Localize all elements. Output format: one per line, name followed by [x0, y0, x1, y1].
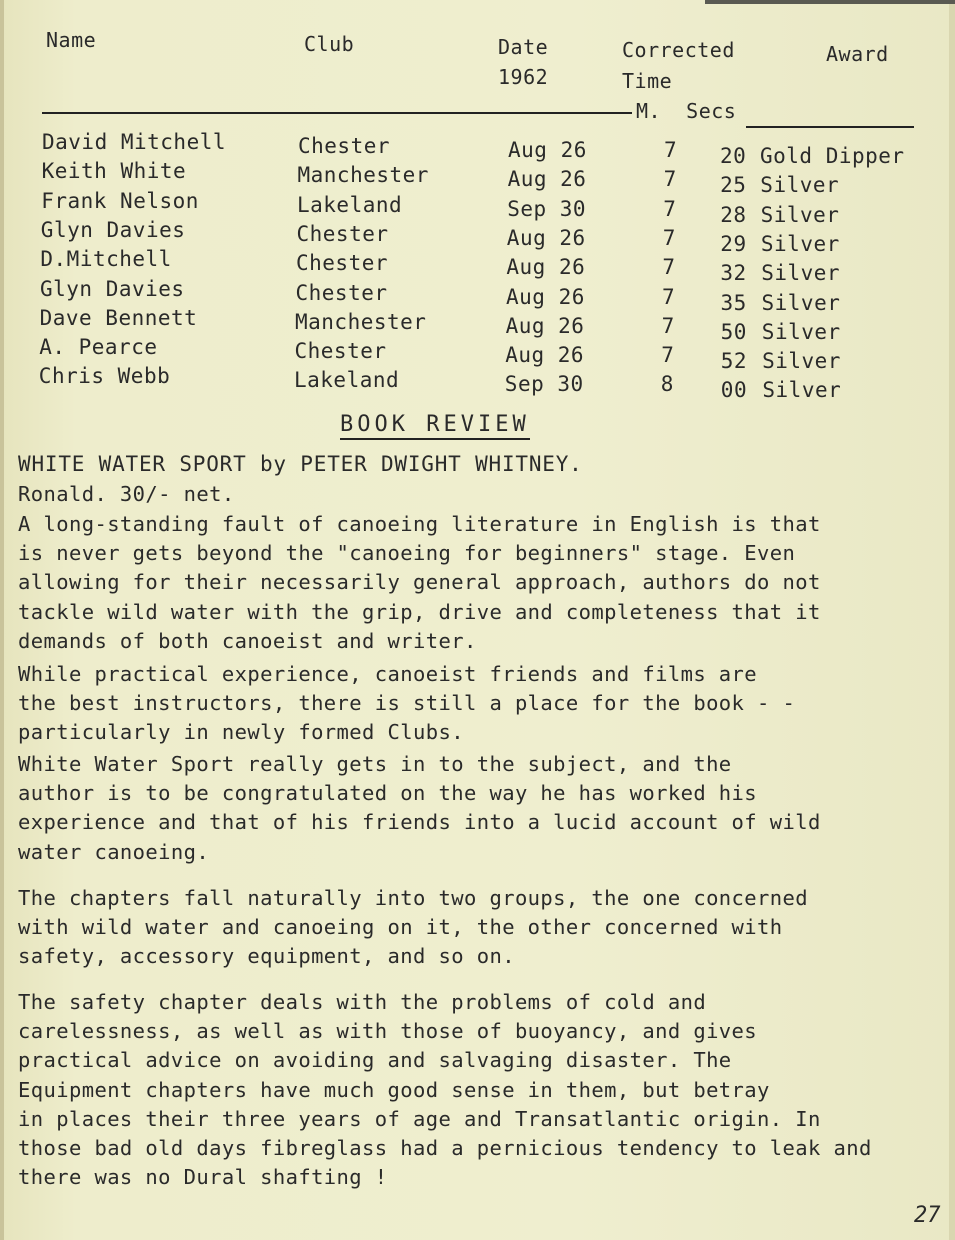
cell-name: Chris Webb	[38, 364, 171, 389]
cell-award: Silver	[760, 173, 840, 198]
cell-name: Frank Nelson	[41, 188, 199, 213]
cell-date: Aug 26	[505, 343, 585, 368]
page-spine	[0, 0, 4, 1240]
cell-award: Silver	[760, 231, 840, 256]
cell-name: A. Pearce	[39, 335, 158, 360]
header-min-secs: M. Secs	[636, 99, 737, 123]
header-time: Time	[622, 69, 673, 93]
cell-date: Aug 26	[505, 313, 585, 338]
section-heading: BOOK REVIEW	[340, 412, 530, 440]
header-rule-left	[42, 112, 632, 114]
cell-minutes: 8	[660, 372, 674, 397]
cell-club: Manchester	[297, 163, 429, 188]
header-date: Date	[498, 35, 549, 59]
cell-club: Manchester	[295, 309, 427, 334]
cell-seconds: 28	[720, 202, 747, 227]
cell-date: Sep 30	[504, 372, 584, 397]
cell-date: Aug 26	[506, 225, 586, 250]
cell-club: Lakeland	[297, 192, 403, 217]
cell-date: Aug 26	[507, 167, 587, 192]
header-corrected: Corrected	[622, 38, 735, 62]
paragraph: While practical experience, canoeist friends and films are the best instructors, there is still a place for the book - - particularly in newly formed Clubs.	[18, 662, 796, 745]
cell-club: Chester	[296, 221, 389, 246]
cell-seconds: 52	[720, 349, 747, 374]
cell-name: D.Mitchell	[40, 247, 172, 272]
cell-award: Silver	[761, 261, 841, 286]
page-number: 27	[914, 1203, 941, 1228]
header-year: 1962	[498, 65, 549, 89]
cell-club: Chester	[294, 339, 387, 364]
cell-award: Gold Dipper	[760, 144, 905, 168]
cell-club: Chester	[298, 134, 391, 158]
cell-seconds: 25	[720, 173, 747, 198]
publisher-line: Ronald. 30/- net.	[18, 482, 235, 506]
cell-seconds: 35	[720, 290, 747, 315]
cell-date: Sep 30	[507, 196, 587, 221]
cell-minutes: 7	[664, 138, 678, 162]
cell-award: Silver	[761, 319, 841, 344]
paragraph: The safety chapter deals with the problems of cold and carelessness, as well as with those of buoyancy, and gives practical advice on avoiding and salvaging disaster. The Equipment chapters have much good sense in them, but betray in places their three years of age and Transatlantic origin. In those bad old days fibreglass had a pernicious tendency to leak and there was no Dural shafting !	[18, 990, 872, 1190]
cell-minutes: 7	[662, 255, 676, 280]
cell-name: Dave Bennett	[39, 305, 198, 330]
cell-name: Glyn Davies	[40, 276, 185, 301]
cell-club: Chester	[296, 251, 389, 276]
header-name: Name	[46, 28, 97, 52]
header-club: Club	[304, 32, 355, 56]
cell-date: Aug 26	[506, 255, 586, 280]
cell-date: Aug 26	[508, 138, 587, 162]
cell-minutes: 7	[662, 284, 676, 309]
cell-seconds: 32	[720, 261, 747, 286]
cell-name: David Mitchell	[42, 130, 227, 154]
cell-award: Silver	[761, 290, 841, 315]
header-rule-right	[746, 126, 914, 128]
cell-minutes: 7	[663, 167, 677, 192]
cell-seconds: 20	[720, 144, 747, 168]
cell-minutes: 7	[663, 196, 677, 221]
scan-shadow	[705, 0, 955, 4]
cell-seconds: 29	[720, 231, 747, 256]
cell-name: Glyn Davies	[40, 217, 186, 242]
paragraph: White Water Sport really gets in to the subject, and the author is to be congratulated on the way he has worked his experience and that of his friends into a lucid account of wild water canoeing.	[18, 752, 821, 864]
cell-award: Silver	[762, 349, 841, 374]
page-edge	[949, 0, 955, 1240]
cell-seconds: 00	[720, 378, 748, 403]
cell-club: Lakeland	[294, 368, 400, 393]
cell-award: Silver	[760, 202, 840, 227]
cell-club: Chester	[295, 280, 388, 305]
paragraph: The chapters fall naturally into two groups, the one concerned with wild water and canoeing on it, the other concerned with safety, accessory equipment, and so on.	[18, 886, 809, 969]
cell-minutes: 7	[661, 343, 675, 368]
cell-award: Silver	[762, 378, 842, 403]
cell-minutes: 7	[662, 225, 676, 250]
cell-seconds: 50	[720, 319, 747, 344]
paragraph: A long-standing fault of canoeing literature in English is that is never gets beyond the "canoeing for beginners" stage. Even allowing for their necessarily general approach, authors do not tackle wild water with the grip, drive and completeness that it demands of both canoeist and writer.	[18, 512, 821, 653]
book-title-line: WHITE WATER SPORT by PETER DWIGHT WHITNEY.	[18, 452, 583, 476]
header-award: Award	[826, 42, 889, 66]
cell-minutes: 7	[661, 313, 675, 338]
cell-name: Keith White	[41, 159, 187, 184]
cell-date: Aug 26	[506, 284, 585, 309]
